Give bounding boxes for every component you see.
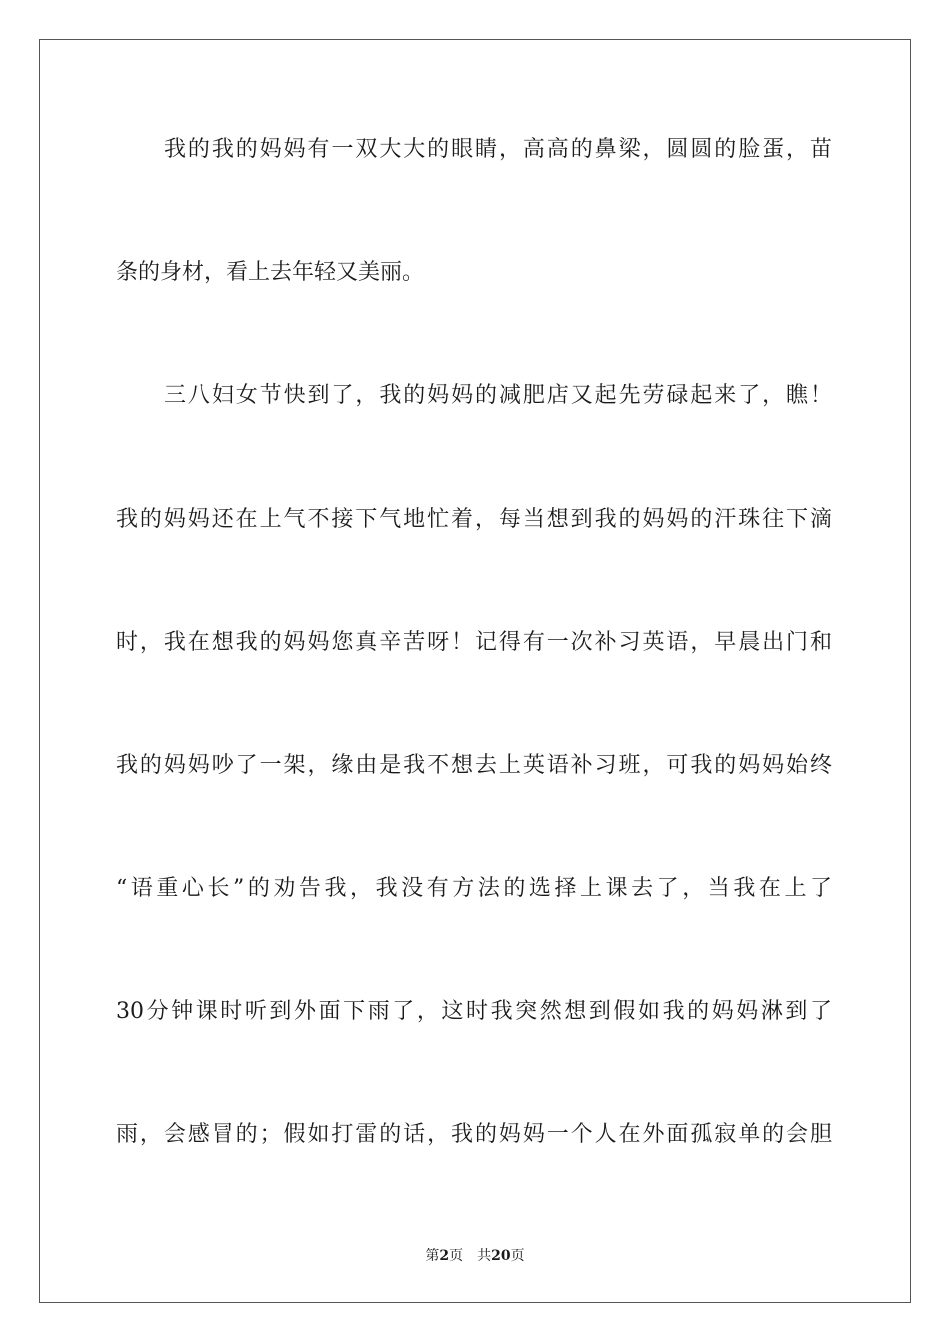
paragraph-2-line-2: 我的妈妈还在上气不接下气地忙着，每当想到我的妈妈的汗珠往下滴 xyxy=(116,507,832,532)
paragraph-1-line-2: 条的身材，看上去年轻又美丽。 xyxy=(116,260,425,285)
paragraph-1-line-1: 我的我的妈妈有一双大大的眼睛，高高的鼻梁，圆圆的脸蛋，苗 xyxy=(164,137,832,162)
page-footer xyxy=(0,1246,950,1266)
paragraph-2-line-3: 时，我在想我的妈妈您真辛苦呀！记得有一次补习英语，早晨出门和 xyxy=(116,630,832,655)
paragraph-2-line-6: 30分钟课时听到外面下雨了，这时我突然想到假如我的妈妈淋到了 xyxy=(116,999,832,1024)
total-unit: 页 xyxy=(510,1248,525,1264)
total-pages-number: 20 xyxy=(491,1248,511,1264)
paragraph-2-line-4: 我的妈妈吵了一架，缘由是我不想去上英语补习班，可我的妈妈始终 xyxy=(116,753,832,778)
page-unit: 页 xyxy=(449,1248,464,1264)
page-border xyxy=(39,39,911,1303)
paragraph-2-line-1: 三八妇女节快到了，我的妈妈的减肥店又起先劳碌起来了，瞧！ xyxy=(164,383,832,408)
paragraph-2-line-7: 雨，会感冒的；假如打雷的话，我的妈妈一个人在外面孤寂单的会胆 xyxy=(116,1122,832,1147)
total-prefix: 共 xyxy=(477,1248,492,1264)
page-prefix: 第 xyxy=(425,1248,440,1264)
paragraph-2-line-5: “语重心长”的劝告我，我没有方法的选择上课去了，当我在上了 xyxy=(116,876,832,901)
current-page-number: 2 xyxy=(439,1248,450,1264)
